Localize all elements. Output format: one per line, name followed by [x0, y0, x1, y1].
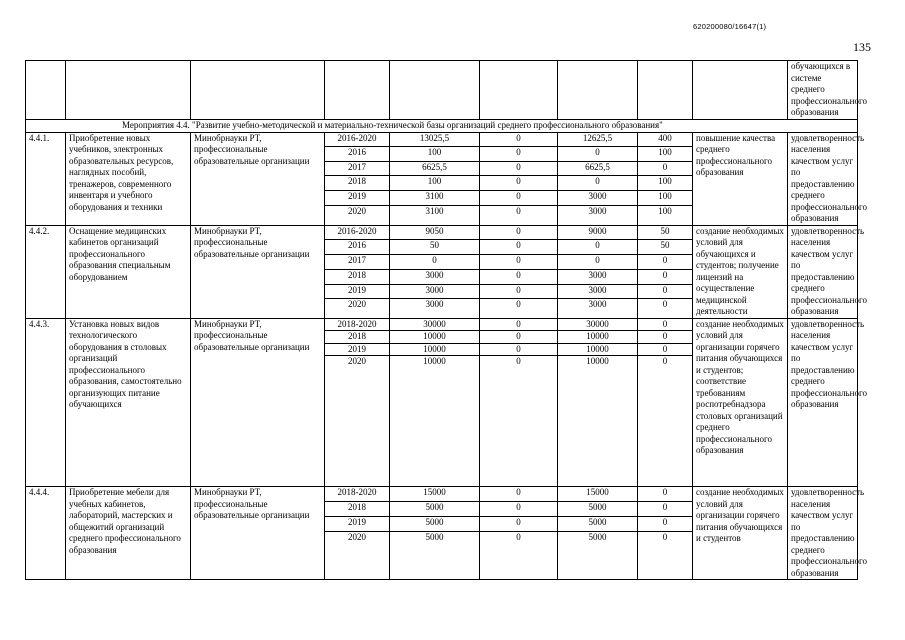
- regional-cell: 0: [558, 255, 638, 270]
- total-cell: 100: [390, 176, 480, 191]
- total-cell: 3000: [390, 284, 480, 299]
- item-executor: Минобрнауки РТ, профессиональные образовательные организации: [191, 225, 325, 318]
- year-cell: 2020: [325, 356, 390, 487]
- item-name: Приобретение новых учебников, электронных образовательных ресурсов, наглядных пособий, тренажеров, современного инвентаря и учебного оборудования и техники: [66, 132, 191, 225]
- regional-cell: 5000: [558, 532, 638, 580]
- total-cell: 5000: [390, 517, 480, 532]
- other-cell: 100: [638, 190, 693, 205]
- federal-cell: 0: [480, 532, 558, 580]
- total-cell: 3100: [390, 205, 480, 225]
- total-cell: 0: [390, 255, 480, 270]
- year-cell: 2018: [325, 269, 390, 284]
- total-cell: 10000: [390, 331, 480, 344]
- other-cell: 0: [638, 502, 693, 517]
- regional-cell: 3000: [558, 299, 638, 318]
- year-cell: 2016: [325, 147, 390, 162]
- year-cell: 2017: [325, 161, 390, 176]
- regional-cell: 0: [558, 147, 638, 162]
- program-table: [25, 60, 867, 580]
- item-indicator: удовлетворенность населения качеством услуг по предоставлению среднего профессионального образования: [788, 318, 858, 487]
- item-result: создание необходимых условий для организации горячего питания обучающихся и студентов: [693, 487, 788, 580]
- regional-cell: 10000: [558, 343, 638, 356]
- other-cell: 100: [638, 205, 693, 225]
- federal-cell: 0: [480, 502, 558, 517]
- item-executor: Минобрнауки РТ, профессиональные образовательные организации: [191, 132, 325, 225]
- total-cell: 3000: [390, 299, 480, 318]
- total-cell: 3100: [390, 190, 480, 205]
- top-continuation-row: [26, 61, 858, 120]
- page-number: 135: [853, 40, 871, 54]
- top-indicator-cell: обучающихся в системе среднего профессионального образования: [788, 61, 858, 120]
- item-result: создание необходимых условий для обучающихся и студентов; получение лицензий на осуществление медицинской деятельности: [693, 225, 788, 318]
- item-result: повышение качества среднего профессионального образования: [693, 132, 788, 225]
- other-cell: 50: [638, 225, 693, 240]
- other-cell: 0: [638, 255, 693, 270]
- regional-cell: 3000: [558, 284, 638, 299]
- year-cell: 2020: [325, 532, 390, 580]
- item-executor: Минобрнауки РТ, профессиональные образовательные организации: [191, 318, 325, 487]
- table-row: [26, 132, 858, 147]
- total-cell: 5000: [390, 532, 480, 580]
- total-cell: 3000: [390, 269, 480, 284]
- item-name: Приобретение мебели для учебных кабинетов, лабораторий, мастерских и общежитий организаций среднего профессионального образования: [66, 487, 191, 580]
- table-row: [26, 225, 858, 240]
- regional-cell: 5000: [558, 517, 638, 532]
- document-id: 620200080/16647(1): [693, 22, 767, 31]
- other-cell: 0: [638, 284, 693, 299]
- regional-cell: 0: [558, 176, 638, 191]
- other-cell: 400: [638, 132, 693, 147]
- federal-cell: 0: [480, 269, 558, 284]
- regional-cell: 5000: [558, 502, 638, 517]
- year-cell: 2016-2020: [325, 225, 390, 240]
- item-number: 4.4.4.: [26, 487, 66, 580]
- section-title: Мероприятия 4.4. "Развитие учебно-методической и материально-технической базы организаций среднего профессионального образования": [26, 119, 858, 132]
- table-row: [26, 318, 858, 331]
- federal-cell: 0: [480, 517, 558, 532]
- total-cell: 9050: [390, 225, 480, 240]
- federal-cell: 0: [480, 299, 558, 318]
- item-name: Установка новых видов технологического оборудования в столовых организаций профессионального образования, самостоятельно организующих питание обучающихся: [66, 318, 191, 487]
- item-executor: Минобрнауки РТ, профессиональные образовательные организации: [191, 487, 325, 580]
- other-cell: 50: [638, 240, 693, 255]
- federal-cell: 0: [480, 176, 558, 191]
- year-cell: 2018: [325, 331, 390, 344]
- item-indicator: удовлетворенность населения качеством услуг по предоставлению среднего профессионального образования: [788, 225, 858, 318]
- year-cell: 2018-2020: [325, 318, 390, 331]
- total-cell: 13025,5: [390, 132, 480, 147]
- year-cell: 2019: [325, 517, 390, 532]
- other-cell: 0: [638, 161, 693, 176]
- regional-cell: 3000: [558, 190, 638, 205]
- year-cell: 2017: [325, 255, 390, 270]
- regional-cell: 3000: [558, 269, 638, 284]
- regional-cell: 30000: [558, 318, 638, 331]
- other-cell: 0: [638, 299, 693, 318]
- total-cell: 15000: [390, 487, 480, 502]
- item-number: 4.4.2.: [26, 225, 66, 318]
- federal-cell: 0: [480, 132, 558, 147]
- other-cell: 0: [638, 318, 693, 331]
- item-number: 4.4.3.: [26, 318, 66, 487]
- year-cell: 2020: [325, 205, 390, 225]
- regional-cell: 9000: [558, 225, 638, 240]
- total-cell: 30000: [390, 318, 480, 331]
- year-cell: 2019: [325, 284, 390, 299]
- other-cell: 100: [638, 147, 693, 162]
- total-cell: 100: [390, 147, 480, 162]
- federal-cell: 0: [480, 205, 558, 225]
- total-cell: 5000: [390, 502, 480, 517]
- regional-cell: 12625,5: [558, 132, 638, 147]
- federal-cell: 0: [480, 190, 558, 205]
- other-cell: 0: [638, 356, 693, 487]
- regional-cell: 3000: [558, 205, 638, 225]
- table-row: [26, 487, 858, 502]
- year-cell: 2018-2020: [325, 487, 390, 502]
- year-cell: 2019: [325, 343, 390, 356]
- item-number: 4.4.1.: [26, 132, 66, 225]
- year-cell: 2016: [325, 240, 390, 255]
- regional-cell: 0: [558, 240, 638, 255]
- federal-cell: 0: [480, 240, 558, 255]
- federal-cell: 0: [480, 356, 558, 487]
- federal-cell: 0: [480, 284, 558, 299]
- total-cell: 10000: [390, 356, 480, 487]
- item-indicator: удовлетворенность населения качеством услуг по предоставлению среднего профессионального образования: [788, 132, 858, 225]
- federal-cell: 0: [480, 161, 558, 176]
- year-cell: 2016-2020: [325, 132, 390, 147]
- federal-cell: 0: [480, 225, 558, 240]
- regional-cell: 15000: [558, 487, 638, 502]
- federal-cell: 0: [480, 318, 558, 331]
- regional-cell: 10000: [558, 331, 638, 344]
- federal-cell: 0: [480, 487, 558, 502]
- federal-cell: 0: [480, 331, 558, 344]
- federal-cell: 0: [480, 343, 558, 356]
- other-cell: 100: [638, 176, 693, 191]
- other-cell: 0: [638, 532, 693, 580]
- year-cell: 2018: [325, 502, 390, 517]
- item-result: создание необходимых условий для организации горячего питания обучающихся и студентов; соответствие требованиям роспотребнадзора столовых организаций среднего профессионального образования: [693, 318, 788, 487]
- year-cell: 2018: [325, 176, 390, 191]
- item-name: Оснащение медицинских кабинетов организаций профессионального образования специальным оборудованием: [66, 225, 191, 318]
- other-cell: 0: [638, 487, 693, 502]
- other-cell: 0: [638, 331, 693, 344]
- regional-cell: 6625,5: [558, 161, 638, 176]
- regional-cell: 10000: [558, 356, 638, 487]
- year-cell: 2020: [325, 299, 390, 318]
- federal-cell: 0: [480, 147, 558, 162]
- federal-cell: 0: [480, 255, 558, 270]
- total-cell: 50: [390, 240, 480, 255]
- other-cell: 0: [638, 269, 693, 284]
- other-cell: 0: [638, 343, 693, 356]
- other-cell: 0: [638, 517, 693, 532]
- item-indicator: удовлетворенность населения качеством услуг по предоставлению среднего профессионального образования: [788, 487, 858, 580]
- total-cell: 6625,5: [390, 161, 480, 176]
- year-cell: 2019: [325, 190, 390, 205]
- total-cell: 10000: [390, 343, 480, 356]
- section-row: [26, 119, 858, 132]
